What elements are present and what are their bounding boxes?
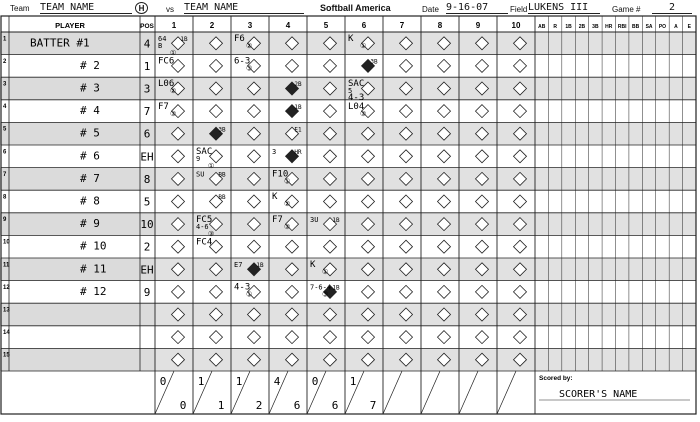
player-name: # 10 xyxy=(80,239,107,253)
base-diamond xyxy=(362,331,375,344)
play-note: ① xyxy=(284,177,291,186)
row-number: 7 xyxy=(3,171,7,178)
opponent-name: TEAM NAME xyxy=(184,2,304,14)
base-diamond xyxy=(400,150,413,163)
play-note: ③ xyxy=(284,222,291,231)
row-number: 3 xyxy=(3,81,7,88)
date-value: 9-16-07 xyxy=(446,2,508,14)
scorer-name: SCORER'S NAME xyxy=(559,389,638,400)
inning-header-7: 7 xyxy=(399,21,405,30)
base-diamond xyxy=(438,331,451,344)
row-number: 1 xyxy=(3,36,7,43)
play-note: 1B xyxy=(180,36,188,43)
play-note: SU xyxy=(196,170,205,179)
scored-by-label: Scored by: xyxy=(539,375,573,382)
inning-runs: 1 xyxy=(349,375,357,388)
inning-runs: 4 xyxy=(273,375,281,388)
row-number: 10 xyxy=(3,239,10,246)
inning-hits: 2 xyxy=(255,399,263,412)
player-position: EH xyxy=(140,263,154,277)
inning-header-6: 6 xyxy=(361,21,367,30)
stat-header-po: PO xyxy=(658,24,667,30)
inning-hits: 6 xyxy=(293,399,301,412)
base-diamond xyxy=(172,150,185,163)
row-shade xyxy=(0,303,155,326)
play-note: ③ xyxy=(246,64,253,73)
base-diamond xyxy=(362,150,375,163)
player-name: # 7 xyxy=(80,171,100,185)
home-marker: H xyxy=(135,2,148,14)
row-number: 4 xyxy=(3,104,7,111)
row-number: 14 xyxy=(3,330,10,337)
player-position: 5 xyxy=(143,195,151,209)
play-note: 1B xyxy=(332,284,340,292)
totals-divider xyxy=(459,371,478,414)
inning-hits: 1 xyxy=(217,399,225,412)
totals-divider xyxy=(497,371,516,414)
play-note: F6 xyxy=(234,34,245,44)
totals-divider xyxy=(421,371,440,414)
date-label: Date xyxy=(422,5,439,14)
base-diamond xyxy=(476,331,489,344)
player-name: # 4 xyxy=(80,104,100,118)
pos-column-header: POS xyxy=(140,23,154,30)
inning-runs: 1 xyxy=(197,375,205,388)
player-position: 7 xyxy=(143,105,151,119)
base-diamond xyxy=(514,150,527,163)
stat-header-2b: 2B xyxy=(578,24,586,30)
base-diamond xyxy=(210,59,223,72)
base-diamond xyxy=(476,285,489,298)
play-note: ① xyxy=(208,162,215,170)
player-position: 6 xyxy=(143,127,151,141)
row-number: 12 xyxy=(3,284,10,291)
base-diamond xyxy=(400,195,413,208)
base-diamond xyxy=(438,195,451,208)
player-position: 9 xyxy=(143,285,151,299)
player-name: # 6 xyxy=(80,149,100,163)
base-diamond xyxy=(514,59,527,72)
base-diamond xyxy=(514,240,527,253)
inning-header-2: 2 xyxy=(209,21,215,30)
base-diamond xyxy=(248,240,261,253)
row-number: 6 xyxy=(3,149,7,156)
play-note: BB xyxy=(218,171,226,179)
play-note: ③ xyxy=(170,109,177,118)
row-shade xyxy=(0,348,155,371)
base-diamond xyxy=(476,105,489,118)
base-diamond xyxy=(324,105,337,118)
base-diamond xyxy=(438,59,451,72)
base-diamond xyxy=(400,105,413,118)
player-position: 2 xyxy=(143,240,151,254)
play-note: 4-3 xyxy=(234,282,251,293)
league-name: Softball America xyxy=(320,3,391,13)
inning-runs: 0 xyxy=(311,375,319,388)
player-name: # 5 xyxy=(80,126,100,140)
base-diamond xyxy=(324,59,337,72)
base-diamond xyxy=(438,285,451,298)
player-position: 3 xyxy=(143,82,151,96)
play-note: 7-6-4 xyxy=(310,283,332,292)
base-diamond xyxy=(248,331,261,344)
inning-hits: 0 xyxy=(179,399,187,412)
play-note: 3B xyxy=(218,126,226,134)
play-note: 3B xyxy=(370,58,378,66)
play-note: 1B xyxy=(332,216,340,224)
inning-header-1: 1 xyxy=(171,21,177,30)
player-name: # 9 xyxy=(80,217,100,231)
play-note: BB xyxy=(218,194,226,202)
base-diamond xyxy=(286,59,299,72)
base-diamond xyxy=(362,195,375,208)
play-note: 4-6 xyxy=(196,222,209,231)
team-label: Team xyxy=(10,4,30,13)
base-diamond xyxy=(248,105,261,118)
player-column-header: PLAYER xyxy=(55,21,85,30)
base-diamond xyxy=(476,195,489,208)
play-note: K xyxy=(272,192,278,203)
play-note: SAC xyxy=(196,147,213,157)
base-diamond xyxy=(362,285,375,298)
play-note: ③ xyxy=(208,229,215,238)
base-diamond xyxy=(324,195,337,208)
base-diamond xyxy=(514,195,527,208)
play-note: ① xyxy=(170,49,177,57)
vs-label: vs xyxy=(166,5,174,14)
row-number: 11 xyxy=(3,262,10,269)
stat-header-sa: SA xyxy=(645,24,653,30)
play-note: ② xyxy=(170,87,177,96)
play-note: 2B xyxy=(294,81,302,89)
base-diamond xyxy=(210,105,223,118)
base-diamond xyxy=(172,285,185,298)
play-note: F10 xyxy=(272,169,289,180)
play-note: K xyxy=(348,34,354,44)
play-note: ② xyxy=(284,200,291,209)
inning-hits: 7 xyxy=(369,399,377,412)
field-label: Field xyxy=(510,5,528,14)
base-diamond xyxy=(286,240,299,253)
player-name: # 11 xyxy=(80,262,107,276)
base-diamond xyxy=(210,331,223,344)
play-note: FC4 xyxy=(196,237,213,248)
base-diamond xyxy=(514,105,527,118)
play-note: 64 xyxy=(158,35,167,43)
inning-header-5: 5 xyxy=(323,21,329,30)
play-note: E1 xyxy=(294,126,302,134)
inning-header-9: 9 xyxy=(475,21,481,30)
player-name: BATTER #1 xyxy=(30,36,90,50)
base-diamond xyxy=(286,285,299,298)
base-diamond xyxy=(438,150,451,163)
inning-hits: 6 xyxy=(331,399,339,412)
inning-header-3: 3 xyxy=(247,21,253,30)
base-diamond xyxy=(476,150,489,163)
play-note: L06 xyxy=(158,79,175,90)
player-position: 8 xyxy=(143,172,151,186)
inning-runs: 0 xyxy=(159,375,167,388)
base-diamond xyxy=(400,59,413,72)
stat-header-r: R xyxy=(553,24,557,30)
stat-header-hr: HR xyxy=(605,24,613,30)
row-number: 8 xyxy=(3,194,7,201)
player-position: 4 xyxy=(143,37,151,51)
play-note: 1B xyxy=(294,103,302,111)
play-note: ③ xyxy=(322,290,329,299)
row-number: 13 xyxy=(3,307,10,314)
row-shade xyxy=(0,258,155,281)
row-shade xyxy=(0,168,155,191)
player-name: # 8 xyxy=(80,194,100,208)
stat-header-rbi: RBI xyxy=(617,24,627,30)
player-position: 1 xyxy=(143,59,151,73)
game-value: 2 xyxy=(652,2,692,14)
base-diamond xyxy=(438,240,451,253)
player-name: # 12 xyxy=(80,284,107,298)
base-diamond xyxy=(438,105,451,118)
field-value: LUKENS III xyxy=(528,2,600,14)
base-diamond xyxy=(248,195,261,208)
play-note: ① xyxy=(360,42,367,50)
base-diamond xyxy=(172,331,185,344)
play-note: K xyxy=(310,260,316,270)
row-number: 5 xyxy=(3,126,7,133)
play-note: 6-3 xyxy=(234,56,251,67)
base-diamond xyxy=(400,285,413,298)
base-diamond xyxy=(286,331,299,344)
player-name: # 3 xyxy=(80,81,100,95)
play-note: ① xyxy=(322,268,329,276)
team-name: TEAM NAME xyxy=(40,2,132,14)
play-note: ① xyxy=(246,290,253,299)
play-note: 3 xyxy=(272,148,277,156)
base-diamond xyxy=(210,285,223,298)
play-note: 1B xyxy=(256,262,264,269)
play-note: L04 xyxy=(348,101,365,112)
play-note: 9 xyxy=(196,155,201,163)
base-diamond xyxy=(514,331,527,344)
game-label: Game # xyxy=(612,5,641,14)
totals-divider xyxy=(383,371,402,414)
player-position: 10 xyxy=(140,218,154,232)
play-note: 4-3 xyxy=(348,93,365,104)
play-note: B xyxy=(158,42,163,50)
inning-runs: 1 xyxy=(235,375,243,388)
play-note: SAC xyxy=(348,79,365,90)
base-diamond xyxy=(172,240,185,253)
base-diamond xyxy=(248,150,261,163)
stat-header-a: A xyxy=(674,24,678,30)
play-note: F7 xyxy=(272,214,283,225)
stat-header-3b: 3B xyxy=(592,24,599,30)
player-name: # 2 xyxy=(80,58,100,72)
play-note: ② xyxy=(246,42,253,50)
play-note: FC5 xyxy=(196,214,213,225)
stat-header-bb: BB xyxy=(632,24,640,30)
row-shade xyxy=(0,122,155,145)
base-diamond xyxy=(400,240,413,253)
base-diamond xyxy=(362,240,375,253)
row-number: 9 xyxy=(3,217,7,224)
base-diamond xyxy=(476,59,489,72)
play-note: F7 xyxy=(158,101,169,112)
inning-header-4: 4 xyxy=(285,21,291,30)
row-shade xyxy=(0,213,155,236)
base-diamond xyxy=(172,195,185,208)
play-note: HR xyxy=(294,149,302,156)
play-note: E7 xyxy=(234,261,243,269)
stat-header-1b: 1B xyxy=(565,24,572,30)
play-note: FC6 xyxy=(158,56,175,67)
row-number: 2 xyxy=(3,58,7,65)
play-note: ③ xyxy=(360,109,367,118)
base-diamond xyxy=(324,150,337,163)
row-number: 15 xyxy=(3,352,10,359)
row-shade xyxy=(0,77,155,100)
base-diamond xyxy=(324,331,337,344)
stat-header-e: E xyxy=(687,24,691,30)
inning-header-10: 10 xyxy=(511,21,521,30)
base-diamond xyxy=(476,240,489,253)
stat-header-ab: AB xyxy=(538,24,546,30)
base-diamond xyxy=(400,331,413,344)
base-diamond xyxy=(324,240,337,253)
base-diamond xyxy=(514,285,527,298)
play-note: 3U xyxy=(310,215,319,224)
player-position: EH xyxy=(140,150,154,164)
inning-header-8: 8 xyxy=(437,21,443,30)
play-note: 5 xyxy=(348,87,353,96)
